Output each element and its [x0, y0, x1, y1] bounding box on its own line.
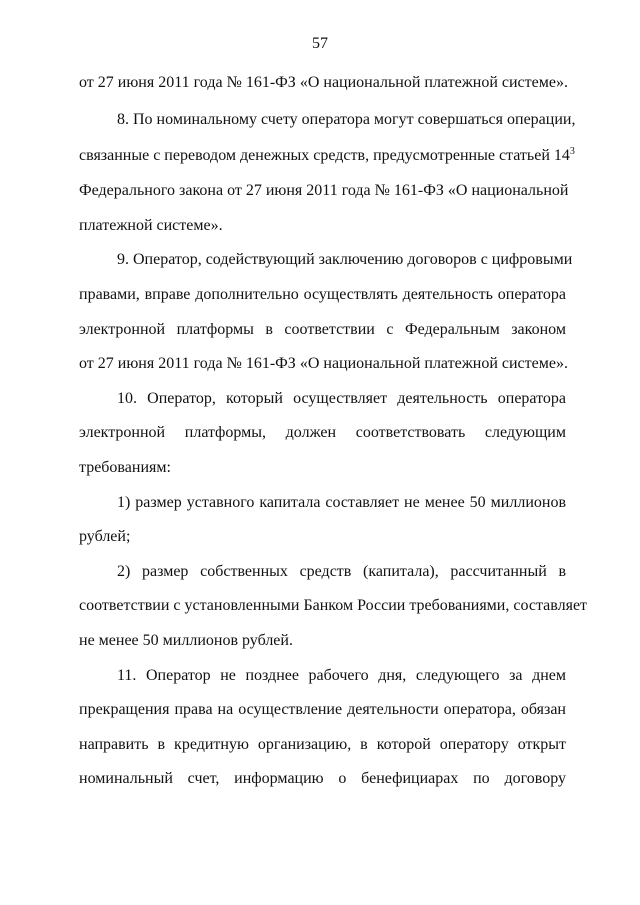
paragraph-8-line: платежной системе».: [79, 217, 223, 234]
paragraph-11-line: номинальный счет, информацию о бенефициарах по договору: [79, 770, 566, 787]
paragraph-9-line: правами, вправе дополнительно осуществлять деятельность оператора: [79, 286, 566, 303]
paragraph-8-line: Федерального закона от 27 июня 2011 года № 161-ФЗ «О национальной: [79, 182, 569, 199]
paragraph-8-line: 8. По номинальному счету оператора могут совершаться операции,: [117, 111, 576, 128]
list-item-2-line: не менее 50 миллионов рублей.: [79, 632, 293, 649]
paragraph-9-line: электронной платформы в соответствии с Федеральным законом: [79, 321, 566, 338]
paragraph-11-line: прекращения права на осуществление деятельности оператора, обязан: [79, 701, 566, 718]
paragraph-9-line: 9. Оператор, содействующий заключению договоров с цифровыми: [117, 251, 573, 268]
text-line: от 27 июня 2011 года № 161-ФЗ «О национальной платежной системе».: [79, 74, 568, 91]
paragraph-8-text: связанные с переводом денежных средств, предусмотренные статьей 14: [79, 147, 570, 164]
paragraph-8-line: [79, 146, 575, 166]
paragraph-10-line: электронной платформы, должен соответствовать следующим: [79, 424, 566, 441]
paragraph-11-line: направить в кредитную организацию, в которой оператору открыт: [79, 736, 566, 753]
page-number: 57: [312, 35, 328, 52]
paragraph-9-line: от 27 июня 2011 года № 161-ФЗ «О национальной платежной системе».: [79, 355, 568, 372]
paragraph-10-line: требованиям:: [79, 459, 171, 476]
superscript-article-number: 3: [569, 146, 575, 157]
list-item-1-line: 1) размер уставного капитала составляет не менее 50 миллионов: [117, 494, 566, 511]
list-item-1-line: рублей;: [79, 528, 131, 545]
list-item-2-line: соответствии с установленными Банком России требованиями, составляет: [79, 597, 588, 614]
paragraph-11-line: 11. Оператор не позднее рабочего дня, следующего за днем: [117, 667, 566, 684]
list-item-2-line: 2) размер собственных средств (капитала), рассчитанный в: [117, 563, 566, 580]
paragraph-10-line: 10. Оператор, который осуществляет деятельность оператора: [117, 390, 566, 407]
